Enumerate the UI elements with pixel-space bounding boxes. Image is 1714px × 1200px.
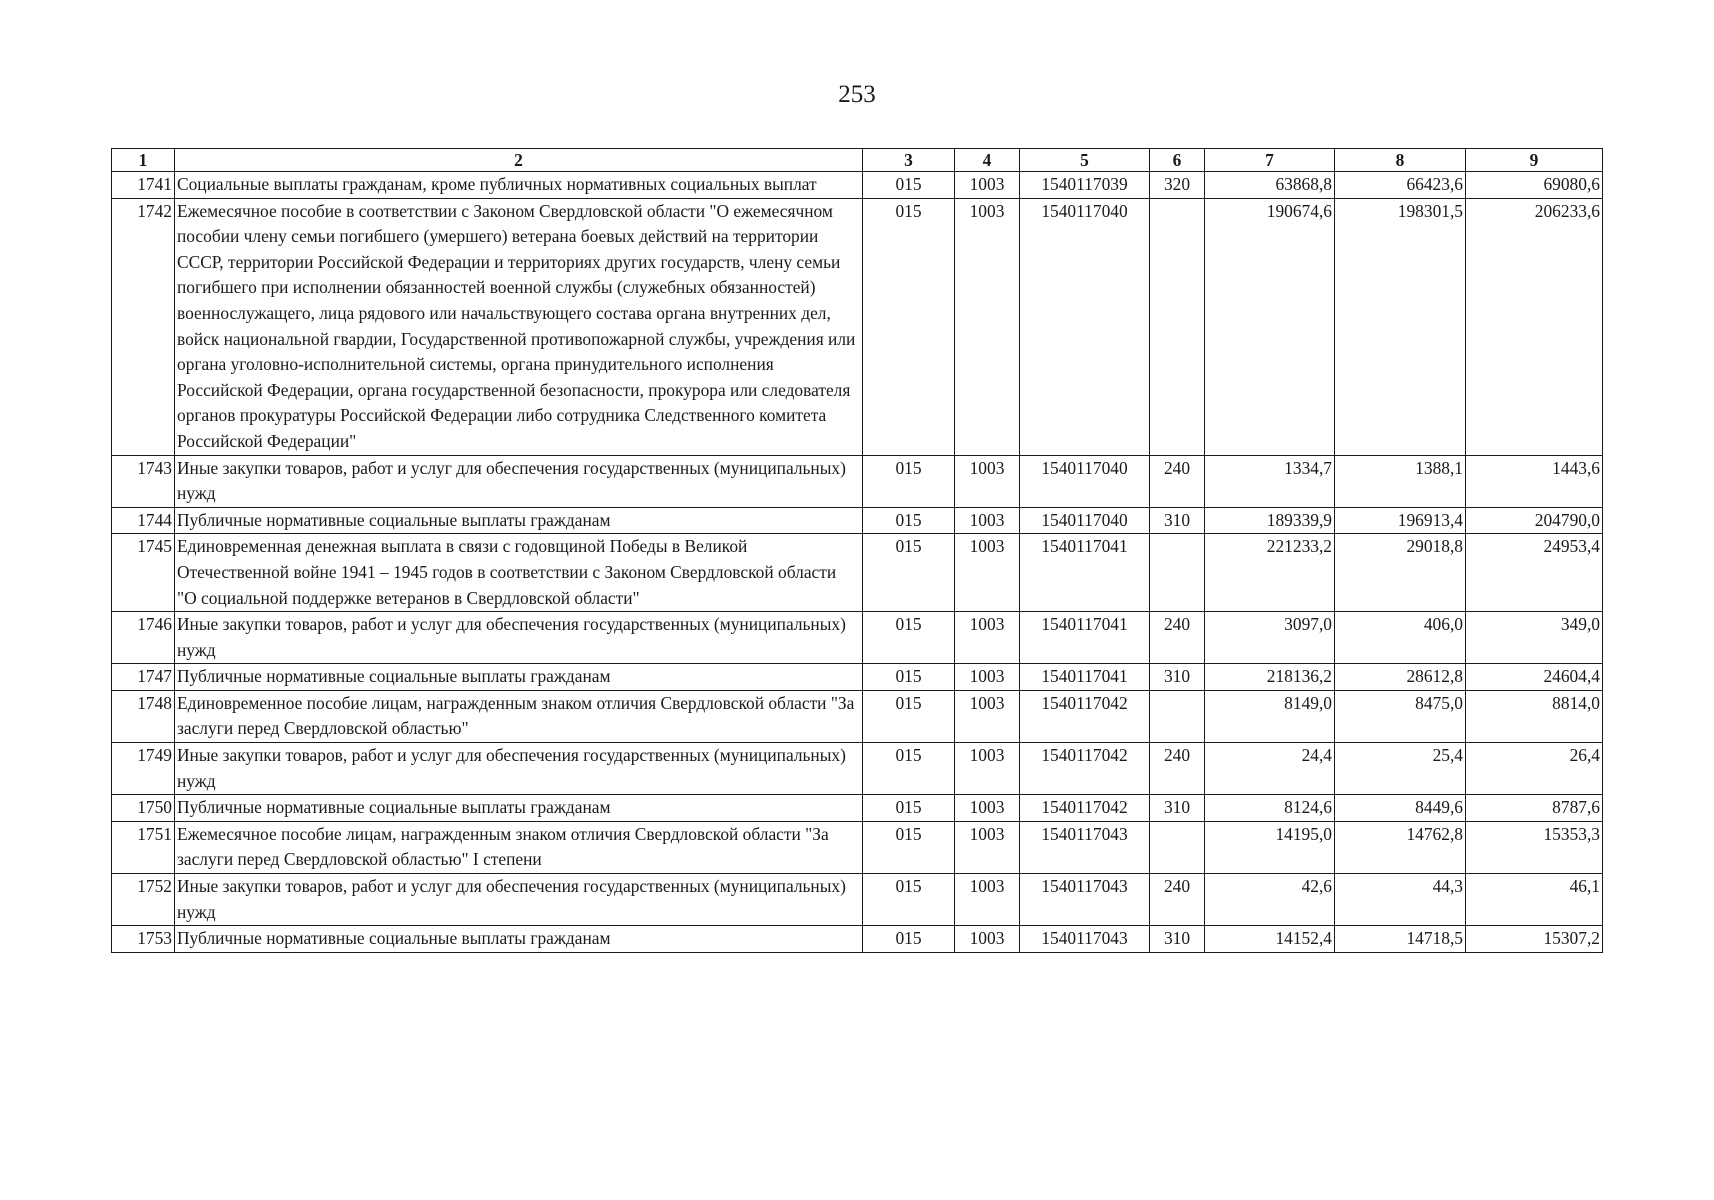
amount-col-9: 349,0	[1466, 612, 1603, 664]
amount-col-7: 221233,2	[1205, 534, 1335, 612]
table-row	[112, 455, 1603, 507]
amount-col-7: 63868,8	[1205, 172, 1335, 199]
row-number: 1745	[112, 534, 175, 612]
department-code: 015	[863, 534, 955, 612]
table-row	[112, 874, 1603, 926]
row-number: 1743	[112, 455, 175, 507]
department-code: 015	[863, 455, 955, 507]
row-number: 1748	[112, 690, 175, 742]
department-code: 015	[863, 664, 955, 691]
amount-col-7: 8149,0	[1205, 690, 1335, 742]
target-article-code: 1540117043	[1020, 926, 1150, 953]
amount-col-7: 14195,0	[1205, 821, 1335, 873]
amount-col-9: 15307,2	[1466, 926, 1603, 953]
expense-type-code	[1150, 534, 1205, 612]
table-row	[112, 507, 1603, 534]
amount-col-9: 69080,6	[1466, 172, 1603, 199]
section-code: 1003	[955, 743, 1020, 795]
amount-col-8: 44,3	[1335, 874, 1466, 926]
amount-col-9: 8814,0	[1466, 690, 1603, 742]
target-article-code: 1540117039	[1020, 172, 1150, 199]
department-code: 015	[863, 821, 955, 873]
expense-type-code: 240	[1150, 874, 1205, 926]
target-article-code: 1540117041	[1020, 664, 1150, 691]
target-article-code: 1540117043	[1020, 821, 1150, 873]
section-code: 1003	[955, 795, 1020, 822]
table-row	[112, 821, 1603, 873]
amount-col-8: 406,0	[1335, 612, 1466, 664]
amount-col-9: 15353,3	[1466, 821, 1603, 873]
table-row	[112, 198, 1603, 455]
amount-col-9: 24953,4	[1466, 534, 1603, 612]
row-description: Иные закупки товаров, работ и услуг для обеспечения государственных (муниципальных) нужд	[175, 612, 863, 664]
expense-type-code	[1150, 690, 1205, 742]
section-code: 1003	[955, 198, 1020, 455]
amount-col-9: 204790,0	[1466, 507, 1603, 534]
row-description: Иные закупки товаров, работ и услуг для обеспечения государственных (муниципальных) нужд	[175, 874, 863, 926]
budget-table	[111, 148, 1603, 953]
amount-col-9: 46,1	[1466, 874, 1603, 926]
target-article-code: 1540117042	[1020, 743, 1150, 795]
amount-col-7: 190674,6	[1205, 198, 1335, 455]
department-code: 015	[863, 874, 955, 926]
row-description: Публичные нормативные социальные выплаты гражданам	[175, 507, 863, 534]
section-code: 1003	[955, 455, 1020, 507]
amount-col-8: 14718,5	[1335, 926, 1466, 953]
column-header: 9	[1466, 149, 1603, 172]
column-header: 2	[175, 149, 863, 172]
row-number: 1746	[112, 612, 175, 664]
table-row	[112, 612, 1603, 664]
expense-type-code: 240	[1150, 455, 1205, 507]
page-number: 253	[838, 81, 876, 108]
amount-col-9: 8787,6	[1466, 795, 1603, 822]
target-article-code: 1540117042	[1020, 690, 1150, 742]
amount-col-7: 189339,9	[1205, 507, 1335, 534]
expense-type-code: 310	[1150, 926, 1205, 953]
table-row	[112, 534, 1603, 612]
department-code: 015	[863, 172, 955, 199]
department-code: 015	[863, 743, 955, 795]
department-code: 015	[863, 198, 955, 455]
amount-col-8: 196913,4	[1335, 507, 1466, 534]
table-row	[112, 743, 1603, 795]
row-description: Публичные нормативные социальные выплаты гражданам	[175, 664, 863, 691]
section-code: 1003	[955, 612, 1020, 664]
amount-col-9: 206233,6	[1466, 198, 1603, 455]
table-row	[112, 664, 1603, 691]
row-number: 1749	[112, 743, 175, 795]
column-header: 1	[112, 149, 175, 172]
column-header: 6	[1150, 149, 1205, 172]
expense-type-code	[1150, 198, 1205, 455]
target-article-code: 1540117042	[1020, 795, 1150, 822]
header-row	[112, 149, 1603, 172]
department-code: 015	[863, 795, 955, 822]
table-row	[112, 795, 1603, 822]
row-number: 1744	[112, 507, 175, 534]
column-header: 4	[955, 149, 1020, 172]
row-description: Публичные нормативные социальные выплаты гражданам	[175, 926, 863, 953]
amount-col-7: 1334,7	[1205, 455, 1335, 507]
amount-col-8: 8449,6	[1335, 795, 1466, 822]
amount-col-9: 1443,6	[1466, 455, 1603, 507]
row-description: Ежемесячное пособие в соответствии с Законом Свердловской области "О ежемесячном пособии члену семьи погибшего (умершего) ветерана боевых действий на территории СССР, территории Российской Федерации и территориях других государств, члену семьи погибшего при исполнении обязанностей военной службы (служебных обязанностей) военнослужащего, лица рядового или начальствующего состава органа внутренних дел, войск национальной гвардии, Государственной противопожарной службы, учреждения или органа уголовно-исполнительной системы, органа принудительного исполнения Российской Федерации, органа государственной безопасности, прокурора или следователя органов прокуратуры Российской Федерации либо сотрудника Следственного комитета Российской Федерации"	[175, 198, 863, 455]
section-code: 1003	[955, 507, 1020, 534]
row-description: Единовременное пособие лицам, награжденным знаком отличия Свердловской области "За заслуги перед Свердловской областью"	[175, 690, 863, 742]
target-article-code: 1540117040	[1020, 455, 1150, 507]
row-number: 1750	[112, 795, 175, 822]
section-code: 1003	[955, 664, 1020, 691]
row-number: 1741	[112, 172, 175, 199]
expense-type-code: 320	[1150, 172, 1205, 199]
target-article-code: 1540117043	[1020, 874, 1150, 926]
section-code: 1003	[955, 926, 1020, 953]
row-number: 1742	[112, 198, 175, 455]
expense-type-code: 310	[1150, 507, 1205, 534]
target-article-code: 1540117041	[1020, 534, 1150, 612]
amount-col-8: 25,4	[1335, 743, 1466, 795]
amount-col-7: 3097,0	[1205, 612, 1335, 664]
table-row	[112, 926, 1603, 953]
amount-col-8: 28612,8	[1335, 664, 1466, 691]
row-description: Иные закупки товаров, работ и услуг для обеспечения государственных (муниципальных) нужд	[175, 743, 863, 795]
section-code: 1003	[955, 172, 1020, 199]
table-body	[112, 172, 1603, 953]
row-description: Единовременная денежная выплата в связи с годовщиной Победы в Великой Отечественной войне 1941 – 1945 годов в соответствии с Законом Свердловской области "О социальной поддержке ветеранов в Свердловской области"	[175, 534, 863, 612]
expense-type-code: 310	[1150, 664, 1205, 691]
amount-col-8: 1388,1	[1335, 455, 1466, 507]
section-code: 1003	[955, 821, 1020, 873]
department-code: 015	[863, 507, 955, 534]
column-header: 8	[1335, 149, 1466, 172]
row-number: 1752	[112, 874, 175, 926]
row-description: Иные закупки товаров, работ и услуг для обеспечения государственных (муниципальных) нужд	[175, 455, 863, 507]
expense-type-code: 240	[1150, 743, 1205, 795]
column-header: 5	[1020, 149, 1150, 172]
row-description: Социальные выплаты гражданам, кроме публичных нормативных социальных выплат	[175, 172, 863, 199]
target-article-code: 1540117040	[1020, 507, 1150, 534]
column-header: 7	[1205, 149, 1335, 172]
row-description: Ежемесячное пособие лицам, награжденным знаком отличия Свердловской области "За заслуги перед Свердловской областью" I степени	[175, 821, 863, 873]
amount-col-7: 42,6	[1205, 874, 1335, 926]
amount-col-7: 24,4	[1205, 743, 1335, 795]
amount-col-9: 24604,4	[1466, 664, 1603, 691]
amount-col-8: 14762,8	[1335, 821, 1466, 873]
expense-type-code: 240	[1150, 612, 1205, 664]
table-row	[112, 172, 1603, 199]
target-article-code: 1540117041	[1020, 612, 1150, 664]
section-code: 1003	[955, 534, 1020, 612]
amount-col-7: 14152,4	[1205, 926, 1335, 953]
department-code: 015	[863, 926, 955, 953]
amount-col-9: 26,4	[1466, 743, 1603, 795]
section-code: 1003	[955, 874, 1020, 926]
row-number: 1747	[112, 664, 175, 691]
table-row	[112, 690, 1603, 742]
amount-col-8: 66423,6	[1335, 172, 1466, 199]
department-code: 015	[863, 690, 955, 742]
department-code: 015	[863, 612, 955, 664]
row-description: Публичные нормативные социальные выплаты гражданам	[175, 795, 863, 822]
target-article-code: 1540117040	[1020, 198, 1150, 455]
amount-col-8: 198301,5	[1335, 198, 1466, 455]
expense-type-code	[1150, 821, 1205, 873]
expense-type-code: 310	[1150, 795, 1205, 822]
row-number: 1751	[112, 821, 175, 873]
amount-col-7: 218136,2	[1205, 664, 1335, 691]
amount-col-8: 29018,8	[1335, 534, 1466, 612]
amount-col-7: 8124,6	[1205, 795, 1335, 822]
column-header: 3	[863, 149, 955, 172]
row-number: 1753	[112, 926, 175, 953]
amount-col-8: 8475,0	[1335, 690, 1466, 742]
section-code: 1003	[955, 690, 1020, 742]
